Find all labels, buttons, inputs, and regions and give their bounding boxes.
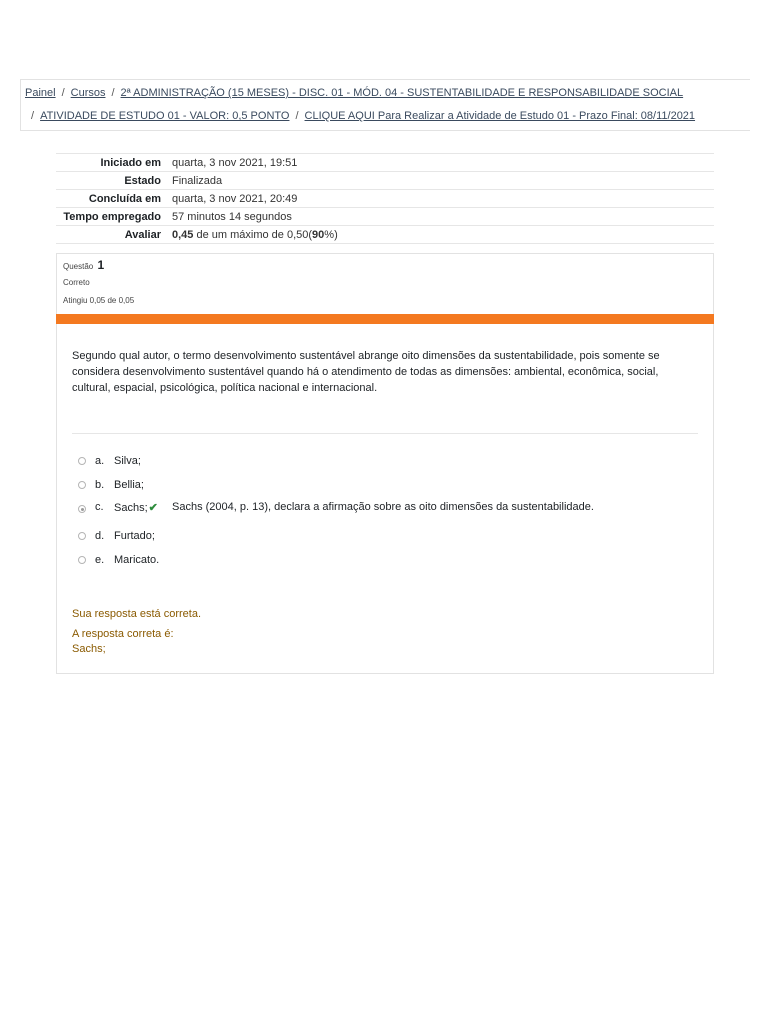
- feedback-correct-answer: Sachs;: [72, 643, 106, 655]
- specific-feedback: Sachs (2004, p. 13), declara a afirmação sobre as oito dimensões da sustentabilidade.: [172, 501, 594, 513]
- summary-row-completed: [56, 190, 714, 208]
- summary-row-state: [56, 172, 714, 190]
- question-number: [63, 258, 104, 272]
- summary-label: Avaliar: [56, 226, 172, 244]
- summary-value: 57 minutos 14 segundos: [172, 208, 714, 226]
- option-letter: e.: [95, 554, 105, 566]
- option-text: Sachs;: [114, 502, 148, 514]
- breadcrumb-quiz[interactable]: CLIQUE AQUI Para Realizar a Atividade de Estudo 01 - Prazo Final: 08/11/2021: [304, 110, 696, 122]
- summary-value: quarta, 3 nov 2021, 20:49: [172, 190, 714, 208]
- summary-value: Finalizada: [172, 172, 714, 190]
- summary-row-started: [56, 154, 714, 172]
- summary-label: Tempo empregado: [56, 208, 172, 226]
- option-text: Bellia;: [114, 479, 144, 491]
- breadcrumb-painel[interactable]: Painel: [25, 87, 56, 99]
- breadcrumb-cursos[interactable]: Cursos: [70, 87, 106, 99]
- option-text: Maricato.: [114, 554, 160, 566]
- breadcrumb-activity[interactable]: ATIVIDADE DE ESTUDO 01 - VALOR: 0,5 PONTO: [40, 110, 290, 122]
- grade-score: 0,45: [172, 228, 194, 241]
- radio-button-selected[interactable]: [78, 505, 86, 513]
- breadcrumb-line-1: [25, 87, 683, 99]
- question-number-value: 1: [97, 258, 105, 272]
- question-info: [56, 253, 714, 314]
- breadcrumb-separator: /: [31, 110, 35, 122]
- option-letter: c.: [95, 501, 104, 513]
- grade-text-end: %): [324, 228, 338, 241]
- summary-label: Iniciado em: [56, 154, 172, 172]
- radio-button[interactable]: [78, 457, 86, 465]
- question-grade: Atingiu 0,05 de 0,05: [63, 296, 135, 305]
- question-accent-bar: [56, 314, 714, 324]
- question-label: Questão: [63, 262, 94, 271]
- option-letter: d.: [95, 530, 105, 542]
- option-text: Silva;: [114, 455, 141, 467]
- breadcrumb-separator: /: [61, 87, 65, 99]
- radio-button[interactable]: [78, 556, 86, 564]
- question-text: Segundo qual autor, o termo desenvolvimento sustentável abrange oito dimensões da sustentabilidade, pois somente se considera desenvolvimento sustentável quando há o atendimento de todas as dimensões: ambiental, econômica, social, cultural, espacial, psicológica, política nacional e internacional.: [72, 350, 660, 394]
- attempt-summary-table: [56, 153, 714, 244]
- summary-label: Estado: [56, 172, 172, 190]
- breadcrumb-line-2: [31, 110, 695, 122]
- option-letter: a.: [95, 455, 105, 467]
- radio-button[interactable]: [78, 481, 86, 489]
- feedback-correct-label: A resposta correta é:: [72, 628, 174, 640]
- radio-button[interactable]: [78, 532, 86, 540]
- breadcrumb: [20, 79, 750, 131]
- breadcrumb-separator: /: [295, 110, 299, 122]
- option-text: Furtado;: [114, 530, 155, 542]
- grade-text-mid: de um máximo de 0,50(: [193, 228, 313, 241]
- feedback-result: Sua resposta está correta.: [72, 608, 202, 620]
- grade-percent: 90: [312, 228, 325, 241]
- summary-label: Concluída em: [56, 190, 172, 208]
- breadcrumb-separator: /: [111, 87, 115, 99]
- option-text-correct: [114, 501, 158, 514]
- summary-row-time: [56, 208, 714, 226]
- divider: [72, 433, 698, 434]
- option-letter: b.: [95, 479, 105, 491]
- summary-row-grade: [56, 226, 714, 244]
- breadcrumb-course[interactable]: 2ª ADMINISTRAÇÃO (15 MESES) - DISC. 01 - MÓD. 04 - SUSTENTABILIDADE E RESPONSABILIDADE SOCIAL: [120, 87, 684, 99]
- grade-value: [172, 226, 714, 244]
- question-state: Correto: [63, 278, 90, 287]
- question-content: [56, 324, 714, 674]
- summary-value: quarta, 3 nov 2021, 19:51: [172, 154, 714, 172]
- check-icon: ✔: [148, 502, 158, 514]
